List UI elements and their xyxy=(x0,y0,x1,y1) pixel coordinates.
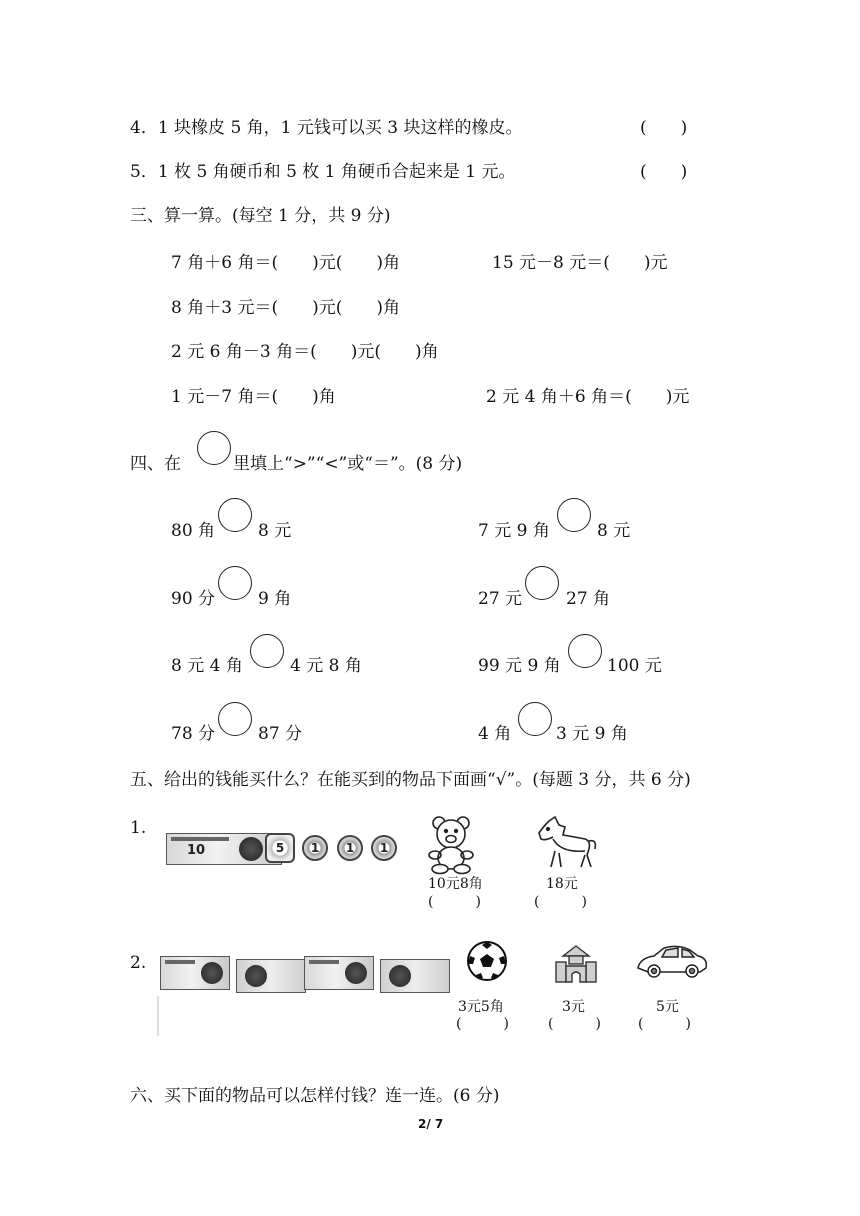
compare-left: 99 元 9 角 xyxy=(478,656,561,676)
one-yuan-note-icon xyxy=(160,956,230,990)
compare-left: 80 角 xyxy=(171,521,216,541)
answer-paren-4[interactable]: ( ) xyxy=(640,118,688,138)
compare-circle[interactable] xyxy=(218,702,252,736)
compare-left: 78 分 xyxy=(171,724,216,744)
item-price: 18元 xyxy=(546,876,578,892)
answer-paren[interactable]: ( ) xyxy=(638,1016,691,1032)
compare-right: 100 元 xyxy=(607,656,662,676)
compare-circle[interactable] xyxy=(218,498,252,532)
item-price: 3元 xyxy=(562,999,585,1015)
five-jiao-note-icon xyxy=(380,959,450,993)
item-price: 5元 xyxy=(656,999,679,1015)
compare-circle[interactable] xyxy=(557,498,591,532)
five-jiao-coin-icon: 5 xyxy=(265,833,295,863)
one-jiao-coin-icon: 1 xyxy=(302,835,328,861)
item-price: 10元8角 xyxy=(428,876,483,892)
compare-left: 90 分 xyxy=(171,589,216,609)
one-jiao-coin-icon: 1 xyxy=(337,835,363,861)
answer-paren[interactable]: ( ) xyxy=(548,1016,601,1032)
section-5-title: 五、给出的钱能买什么？在能买到的物品下面画“√”。(每题 3 分，共 6 分) xyxy=(130,770,691,790)
answer-paren[interactable]: ( ) xyxy=(534,894,587,910)
one-yuan-note-icon xyxy=(304,956,374,990)
building-blocks-icon xyxy=(553,944,599,984)
question-number: 2. xyxy=(130,953,147,973)
compare-circle[interactable] xyxy=(525,566,559,600)
compare-right: 9 角 xyxy=(258,589,292,609)
calc-row: 1 元－7 角＝( )角 xyxy=(171,387,336,407)
compare-right: 27 角 xyxy=(566,589,611,609)
calc-row: 2 元 6 角－3 角＝( )元( )角 xyxy=(171,342,439,362)
question-5: 5．1 枚 5 角硬币和 5 枚 1 角硬币合起来是 1 元。 xyxy=(130,162,516,182)
compare-right: 3 元 9 角 xyxy=(556,724,628,744)
section-4-title-end: 里填上“>”“<”或“＝”。(8 分) xyxy=(233,454,463,474)
calc-row: 15 元－8 元＝( )元 xyxy=(492,253,668,273)
calc-row: 7 角＋6 角＝( )元( )角 xyxy=(171,253,400,273)
compare-circle[interactable] xyxy=(568,634,602,668)
question-4: 4．1 块橡皮 5 角，1 元钱可以买 3 块这样的橡皮。 xyxy=(130,118,523,138)
calc-row: 2 元 4 角＋6 角＝( )元 xyxy=(486,387,690,407)
teddy-bear-icon xyxy=(425,815,487,875)
item-price: 3元5角 xyxy=(458,999,504,1015)
compare-left: 8 元 4 角 xyxy=(171,656,243,676)
section-6-title: 六、买下面的物品可以怎样付钱？连一连。(6 分) xyxy=(130,1086,500,1106)
page-number: 2/ 7 xyxy=(418,1117,444,1131)
calc-row: 8 角＋3 元＝( )元( )角 xyxy=(171,298,400,318)
scan-edge xyxy=(157,996,159,1036)
five-jiao-note-icon xyxy=(236,959,306,993)
compare-right: 4 元 8 角 xyxy=(290,656,362,676)
soccer-ball-icon xyxy=(466,940,508,982)
compare-right: 8 元 xyxy=(597,521,631,541)
compare-right: 87 分 xyxy=(258,724,303,744)
compare-left: 27 元 xyxy=(478,589,523,609)
compare-circle[interactable] xyxy=(518,702,552,736)
toy-car-icon xyxy=(634,942,710,982)
compare-right: 8 元 xyxy=(258,521,292,541)
one-jiao-coin-icon: 1 xyxy=(371,835,397,861)
answer-paren[interactable]: ( ) xyxy=(428,894,481,910)
answer-paren[interactable]: ( ) xyxy=(456,1016,509,1032)
compare-left: 7 元 9 角 xyxy=(478,521,550,541)
compare-circle[interactable] xyxy=(250,634,284,668)
compare-circle[interactable] xyxy=(218,566,252,600)
toy-horse-icon xyxy=(535,815,599,875)
question-number: 1. xyxy=(130,818,147,838)
section-3-title: 三、算一算。(每空 1 分，共 9 分) xyxy=(130,206,391,226)
section-4-title-start: 四、在 xyxy=(130,454,181,474)
compare-left: 4 角 xyxy=(478,724,512,744)
ten-yuan-note-icon: 10 xyxy=(166,833,282,865)
example-circle-icon xyxy=(197,431,231,465)
answer-paren-5[interactable]: ( ) xyxy=(640,162,688,182)
